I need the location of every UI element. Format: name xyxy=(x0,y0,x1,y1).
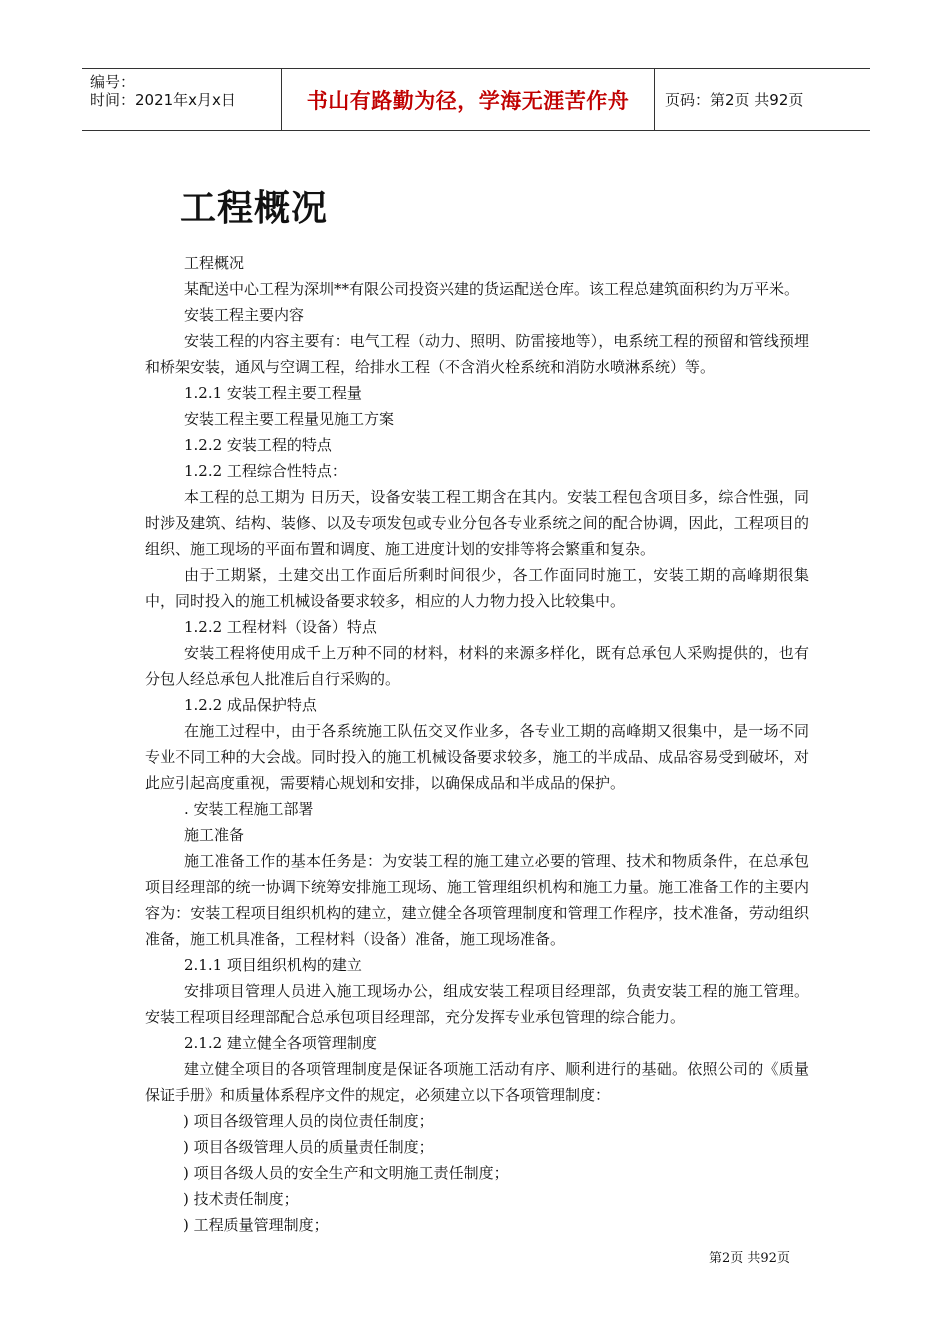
paragraph: 安装工程的内容主要有：电气工程（动力、照明、防雷接地等），电系统工程的预留和管线预埋和桥架安装，通风与空调工程，给排水工程（不含消火栓系统和消防水喷淋系统）等。 xyxy=(145,332,809,376)
paragraph: 安装工程主要工程量见施工方案 xyxy=(184,410,395,428)
list-item: ) 工程质量管理制度； xyxy=(183,1216,329,1234)
paragraph: 某配送中心工程为深圳**有限公司投资兴建的货运配送仓库。该工程总建筑面积约为万平米。 xyxy=(184,280,800,298)
paragraph: 1.2.2 工程材料（设备）特点 xyxy=(184,618,377,636)
paragraph: 建立健全项目的各项管理制度是保证各项施工活动有序、顺利进行的基础。依照公司的《质量保证手册》和质量体系程序文件的规定，必须建立以下各项管理制度： xyxy=(145,1060,809,1104)
paragraph: . 安装工程施工部署 xyxy=(184,800,314,818)
header-meta xyxy=(82,69,282,130)
list-item: ) 项目各级管理人员的岗位责任制度； xyxy=(183,1112,434,1130)
document-header xyxy=(82,68,870,131)
document-body xyxy=(145,250,809,1238)
list-item: ) 项目各级人员的安全生产和文明施工责任制度； xyxy=(183,1164,509,1182)
paragraph: 施工准备 xyxy=(184,826,245,844)
list-item: ) 技术责任制度； xyxy=(183,1190,299,1208)
paragraph: 安排项目管理人员进入施工现场办公，组成安装工程项目经理部，负责安装工程的施工管理。安装工程项目经理部配合总承包项目经理部，充分发挥专业承包管理的综合能力。 xyxy=(145,982,809,1026)
paragraph: 1.2.1 安装工程主要工程量 xyxy=(184,384,362,402)
header-page-code: 页码：第2页 共92页 xyxy=(665,91,804,109)
page-footer: 第2页 共92页 xyxy=(709,1251,790,1266)
paragraph: 2.1.1 项目组织机构的建立 xyxy=(184,956,362,974)
paragraph: 安装工程将使用成千上万种不同的材料，材料的来源多样化，既有总承包人采购提供的，也有分包人经总承包人批准后自行采购的。 xyxy=(145,644,809,688)
list-item: ) 项目各级管理人员的质量责任制度； xyxy=(183,1138,434,1156)
paragraph: 本工程的总工期为 日历天，设备安装工程工期含在其内。安装工程包含项目多，综合性强，同时涉及建筑、结构、装修、以及专项发包或专业分包各专业系统之间的配合协调，因此，工程项目的组织、施工现场的平面布置和调度、施工进度计划的安排等将会繁重和复杂。 xyxy=(145,488,809,558)
paragraph: 1.2.2 成品保护特点 xyxy=(184,696,317,714)
paragraph: 1.2.2 工程综合性特点： xyxy=(184,462,347,480)
paragraph: 由于工期紧，土建交出工作面后所剩时间很少，各工作面同时施工，安装工期的高峰期很集中，同时投入的施工机械设备要求较多，相应的人力物力投入比较集中。 xyxy=(145,566,809,610)
paragraph: 1.2.2 安装工程的特点 xyxy=(184,436,332,454)
paragraph: 在施工过程中，由于各系统施工队伍交叉作业多，各专业工期的高峰期又很集中，是一场不同专业不同工种的大会战。同时投入的施工机械设备要求较多，施工的半成品、成品容易受到破坏，对此应引起高度重视，需要精心规划和安排，以确保成品和半成品的保护。 xyxy=(145,722,809,792)
doc-time-label: 时间：2021年x月x日 xyxy=(90,91,236,109)
paragraph: 工程概况 xyxy=(184,254,245,272)
paragraph: 安装工程主要内容 xyxy=(184,306,305,324)
paragraph: 施工准备工作的基本任务是：为安装工程的施工建立必要的管理、技术和物质条件，在总承包项目经理部的统一协调下统筹安排施工现场、施工管理组织机构和施工力量。施工准备工作的主要内容为：安装工程项目组织机构的建立，建立健全各项管理制度和管理工作程序，技术准备，劳动组织准备，施工机具准备，工程材料（设备）准备，施工现场准备。 xyxy=(145,852,809,948)
paragraph: 2.1.2 建立健全各项管理制度 xyxy=(184,1034,377,1052)
page-title: 工程概况 xyxy=(180,188,329,229)
header-motto: 书山有路勤为径，学海无涯苦作舟 xyxy=(282,69,655,130)
doc-number-label: 编号： xyxy=(90,73,136,91)
